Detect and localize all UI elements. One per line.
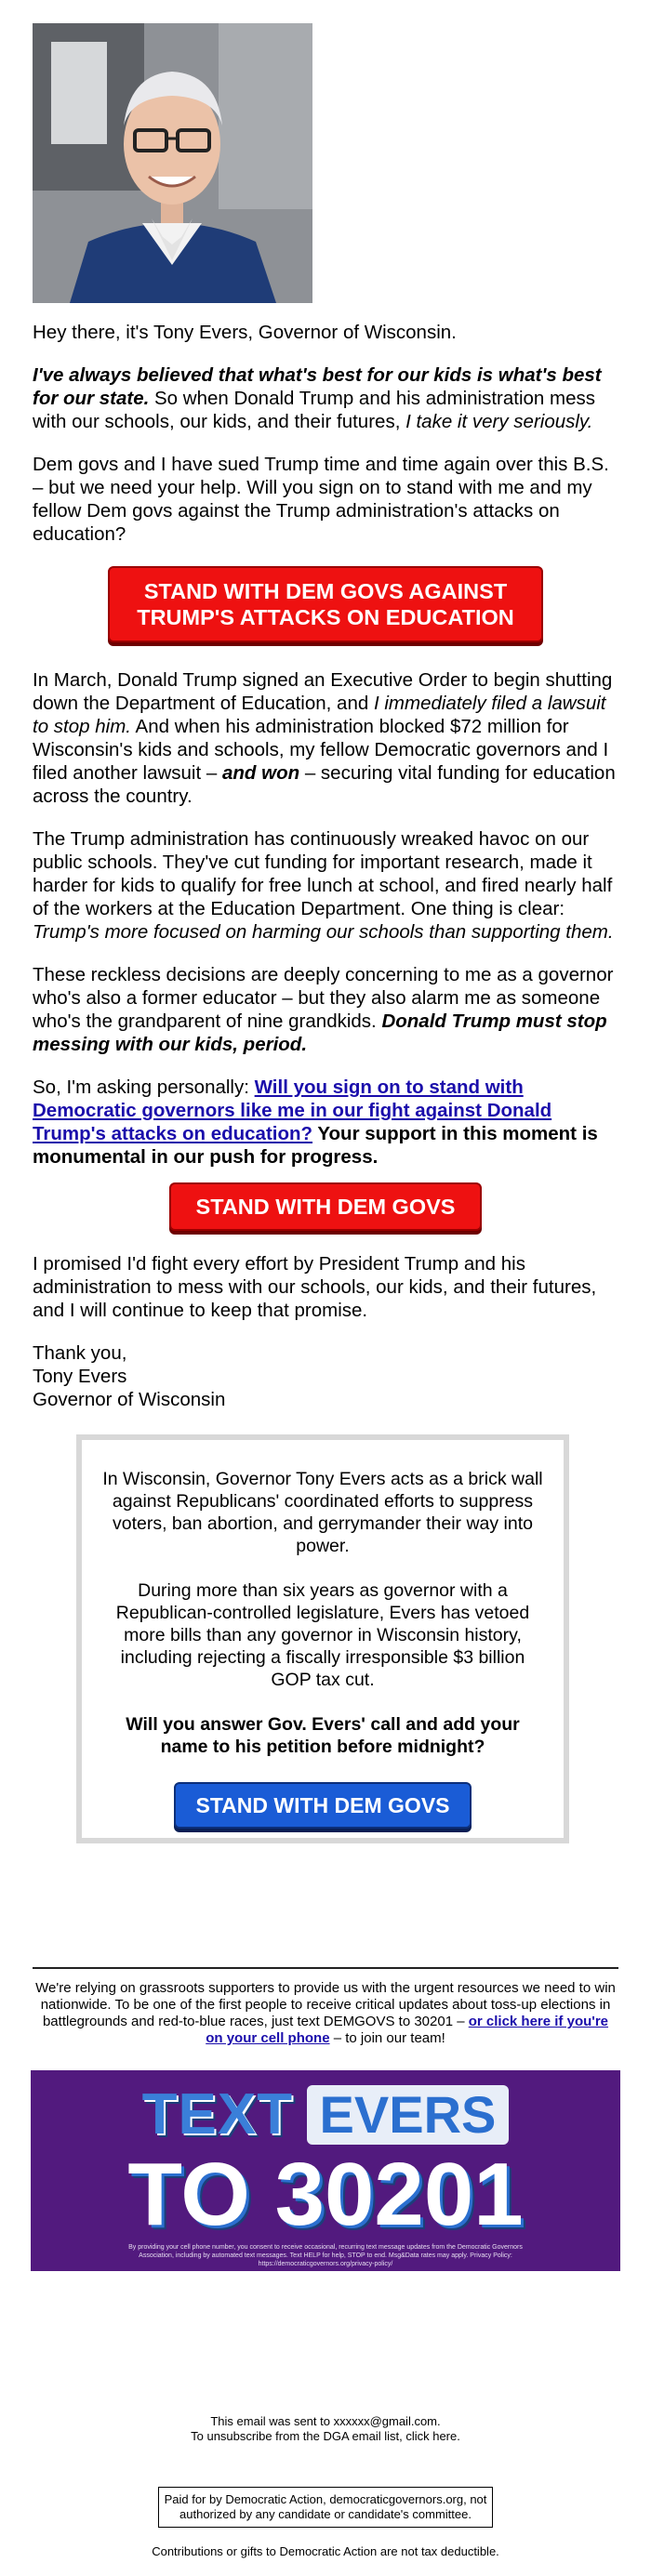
governor-portrait-image — [33, 23, 312, 303]
paid-for-box: Paid for by Democratic Action, democraticgovernors.org, not authorized by any candidate or candidate's committee. — [158, 2487, 493, 2528]
signoff-title: Governor of Wisconsin — [33, 1389, 226, 1410]
grassroots-text: We're relying on grassroots supporters to provide us with the urgent resources we need to win nationwide. To be one of the first people to receive critical updates about toss-up elections in battlegrounds and red-to-blue races, just text DEMGOVS to 30201 – or click here if you're on your cell phone – to join our team! — [35, 1980, 616, 2046]
sent-to-text: This email was sent to xxxxxx@gmail.com. — [210, 2414, 441, 2428]
signoff-name: Tony Evers — [33, 1366, 127, 1387]
box-question: Will you answer Gov. Evers' call and add your name to his petition before midnight? — [126, 1714, 520, 1757]
paragraph-5: These reckless decisions are deeply concerning to me as a governor who's also a former educator – but they also alarm me as someone who's the grandparent of nine grandkids. Donald Trump must stop messing with our kids, period. — [33, 964, 614, 1055]
section-divider — [33, 1967, 618, 1969]
paragraph-2: Dem govs and I have sued Trump time and time again over this B.S. – but we need your help. Will you sign on to stand with me and my fellow Dem govs against the Trump administration's attacks on education? — [33, 454, 609, 545]
paragraph-3: In March, Donald Trump signed an Executive Order to begin shutting down the Department of Education, and I immediately filed a lawsuit to stop him. And when his administration blocked $72 million for Wisconsin's kids and schools, my fellow Democratic governors and I filed another lawsuit – and won – securing vital funding for education across the country. — [33, 669, 616, 807]
box-paragraph-1: In Wisconsin, Governor Tony Evers acts as a brick wall against Republicans' coordinated efforts to suppress voters, ban abortion, and gerrymander their way into power. — [102, 1469, 543, 1556]
tax-disclaimer: Contributions or gifts to Democratic Action are not tax deductible. — [152, 2544, 499, 2558]
unsubscribe-link[interactable]: To unsubscribe from the DGA email list, click here. — [191, 2429, 460, 2443]
signoff-thanks: Thank you, — [33, 1342, 127, 1364]
stand-with-dem-govs-education-button[interactable]: STAND WITH DEM GOVS AGAINST TRUMP'S ATTACKS ON EDUCATION — [108, 566, 543, 642]
box-stand-with-dem-govs-button[interactable]: STAND WITH DEM GOVS — [174, 1782, 472, 1829]
cell-phone-signup-link[interactable]: or click here if you're on your cell phone — [206, 2014, 609, 2046]
banner-text-word: TEXT — [141, 2082, 294, 2147]
banner-evers-word: EVERS — [307, 2085, 510, 2145]
text-evers-banner[interactable] — [31, 2070, 620, 2271]
governor-photo — [33, 23, 312, 303]
email-footer — [33, 2414, 618, 2444]
banner-number-line: TO 30201 — [127, 2145, 524, 2244]
stand-with-dem-govs-button[interactable]: STAND WITH DEM GOVS — [169, 1182, 482, 1231]
evers-info-box — [76, 1434, 569, 1843]
paragraph-4: The Trump administration has continuously wreaked havoc on our public schools. They've cut funding for important research, made it harder for kids to qualify for free lunch at school, and fired nearly half of the workers at the Education Department. One thing is clear: Trump's more focused on harming our schools than supporting them. — [33, 828, 614, 943]
box-paragraph-2: During more than six years as governor with a Republican-controlled legislature, Evers has vetoed more bills than any governor in Wisconsin history, including rejecting a fiscally irresponsible $3 billion GOP tax cut. — [115, 1580, 530, 1690]
intro-text: Hey there, it's Tony Evers, Governor of Wisconsin. — [33, 322, 457, 343]
paragraph-6: So, I'm asking personally: Will you sign on to stand with Democratic governors like me in our fight against Donald Trump's attacks on education? Your support in this moment is monumental in our push for progress. — [33, 1077, 598, 1168]
paragraph-1: I've always believed that what's best for our kids is what's best for our state. So when Donald Trump and his administration mess with our schools, our kids, and their futures, I take it very seriously. — [33, 364, 602, 432]
sign-on-link[interactable]: Will you sign on to stand with Democratic governors like me in our fight against Donald Trump's attacks on education? — [33, 1077, 552, 1144]
paragraph-7: I promised I'd fight every effort by President Trump and his administration to mess with our schools, our kids, and their futures, and I will continue to keep that promise. — [33, 1253, 597, 1321]
banner-fine-print: By providing your cell phone number, you consent to receive occasional, recurring text message updates from the Democratic Governors Association, including by automated text messages. Text HELP for help, STOP to end. Msg&Data rates may apply. Privacy Policy: https://democraticgovernors.org/privacy-policy/ — [128, 2244, 523, 2267]
signoff — [33, 1341, 618, 1411]
